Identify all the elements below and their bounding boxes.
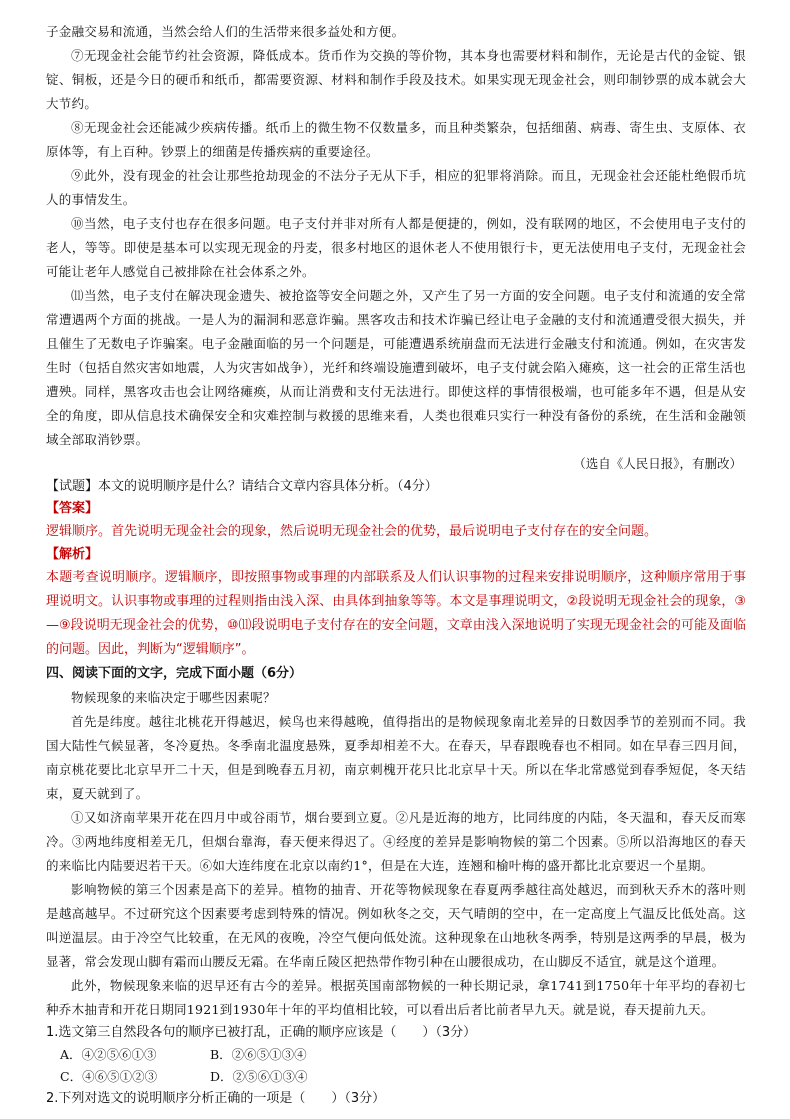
document-page [46, 20, 746, 1110]
option-b[interactable]: B．②⑥⑤①③④ [210, 1047, 307, 1062]
passage2-p2: ①又如济南苹果开花在四月中或谷雨节，烟台要到立夏。②凡是近海的地方，比同纬度的内陆，冬天温和，春天反而寒冷。③两地纬度相差无几，但烟台靠海，春天便来得迟了。④经度的差异是影响物候的第二个因素。⑤所以沿海地区的春天的来临比内陆要迟若干天。⑥如大连纬度在北京以南约1°，但是在大连，连翘和榆叶梅的盛开都比北京要迟一个星期。 [46, 810, 746, 873]
passage2-p3: 影响物候的第三个因素是高下的差异。植物的抽青、开花等物候现象在春夏两季越往高处越迟，而到秋天乔木的落叶则是越高越早。不过研究这个因素要考虑到特殊的情况。例如秋冬之交，天气晴朗的空中，在一定高度上气温反比低处高。这叫逆温层。由于冷空气比较重，在无风的夜晚，冷空气便向低处流。这种现象在山地秋冬两季，特别是这两季的早晨，极为显著，常会发现山脚有霜而山腰反无霜。在华南丘陵区把热带作物引种在山腰很成功，在山脚反不适宜，就是这个道理。 [46, 882, 746, 969]
passage1-p3: ⑨此外，没有现金的社会让那些抢劫现金的不法分子无从下手，相应的犯罪将消除。而且，无现金社会还能杜绝假币坑人的事情发生。 [46, 168, 746, 207]
passage1-p5: ⑾当然，电子支付在解决现金遗失、被抢盗等安全问题之外，又产生了另一方面的安全问题。电子支付和流通的安全常常遭遇两个方面的挑战。一是人为的漏洞和恶意诈骗。黑客攻击和技术诈骗已经让电子金融的支付和流通遭受很大损失，并且催生了无数电子诈骗案。电子金融面临的另一个问题是，可能遭遇系统崩盘而无法进行金融支付和流通。例如，在灾害发生时（包括自然灾害如地震，人为灾害如战争），光纤和终端设施遭到破坏，电子支付就会陷入瘫痪，这一社会的正常生活也遭殃。同样，黑客攻击也会让网络瘫痪，从而让消费和支付无法进行。即使这样的事情很极端，也可能多年不遇，但是从安全的角度，即从信息技术确保安全和灾难控制与救援的思维来看，人类也很难只实行一种没有备份的系统，在生活和金融领域全部取消钞票。 [46, 288, 746, 447]
option-c[interactable]: C．④⑥⑤①②③ [60, 1069, 158, 1084]
source-citation: （选自《人民日报》，有删改） [573, 456, 742, 471]
passage1-p2: ⑧无现金社会还能减少疾病传播。纸币上的微生物不仅数量多，而且种类繁杂，包括细菌、病毒、寄生虫、支原体、衣原体等，有上百种。钞票上的细菌是传播疾病的重要途径。 [46, 120, 746, 159]
passage1-p4: ⑩当然，电子支付也存在很多问题。电子支付并非对所有人都是便捷的，例如，没有联网的地区，不会使用电子支付的老人，等等。即使是基本可以实现无现金的丹麦，很多村地区的退休老人不使用银行卡，更无法使用电子支付，无现金社会可能让老年人感觉自己被排除在社会体系之外。 [46, 216, 746, 279]
question-3: 2.下列对选文的说明顺序分析正确的一项是（ ）（3分） [46, 1091, 386, 1106]
passage2-p4: 此外，物候现象来临的迟早还有古今的差异。根据英国南部物候的一种长期记录，拿1741到1750年十年平均的春初七种乔木抽青和开花日期同1921到1930年十年的平均值相比较，可以看出后者比前者早九天。就是说，春天提前九天。 [46, 978, 746, 1017]
answer-text: 逻辑顺序。首先说明无现金社会的现象，然后说明无现金社会的优势，最后说明电子支付存在的安全问题。 [46, 524, 658, 539]
passage1-p0: 子金融交易和流通，当然会给人们的生活带来很多益处和方便。 [46, 24, 405, 39]
analysis-tag: 【解析】 [46, 547, 99, 562]
analysis-text: 本题考查说明顺序。逻辑顺序，即按照事物或事理的内部联系及人们认识事物的过程来安排说明顺序，这种顺序常用于事理说明文。认识事物或事理的过程则指由浅入深、由具体到抽象等等。本文是事理说明文，②段说明无现金社会的现象，③—⑨段说明无现金社会的优势，⑩⑾段说明电子支付存在的安全问题，文章由浅入深地说明了实现无现金社会的可能及面临的问题。因此，判断为“逻辑顺序”。 [46, 570, 746, 657]
option-d[interactable]: D．②⑤⑥①③④ [210, 1069, 308, 1084]
question-1: 【试题】本文的说明顺序是什么？请结合文章内容具体分析。（4分） [46, 479, 438, 494]
options-row-2 [46, 1066, 746, 1088]
passage1-p1: ⑦无现金社会能节约社会资源，降低成本。货币作为交换的等价物，其本身也需要材料和制作，无论是古代的金锭、银锭、铜板，还是今日的硬币和纸币，都需要资源、材料和制作手段及技术。如果实现无现金社会，则印制钞票的成本就会大大节约。 [46, 48, 746, 111]
option-a[interactable]: A．④②⑤⑥①③ [60, 1047, 157, 1062]
section4-title: 四、阅读下面的文字，完成下面小题（6分） [46, 666, 303, 681]
passage2-p0: 物候现象的来临决定于哪些因素呢？ [71, 690, 276, 705]
passage2-p1: 首先是纬度。越往北桃花开得越迟，候鸟也来得越晚，值得指出的是物候现象南北差异的日数因季节的差别而不同。我国大陆性气候显著，冬冷夏热。冬季南北温度悬殊，夏季却相差不大。在春天，早春跟晚春也不相同。如在早春三四月间，南京桃花要比北京早开二十天，但是到晚春五月初，南京刺槐开花只比北京早十天。所以在华北常感觉到春季短促，冬天结束，夏天就到了。 [46, 714, 746, 801]
answer-tag: 【答案】 [46, 501, 99, 516]
question-2: 1.选文第三自然段各句的顺序已被打乱，正确的顺序应该是（ ）（3分） [46, 1025, 477, 1040]
options-row-1 [46, 1044, 746, 1066]
